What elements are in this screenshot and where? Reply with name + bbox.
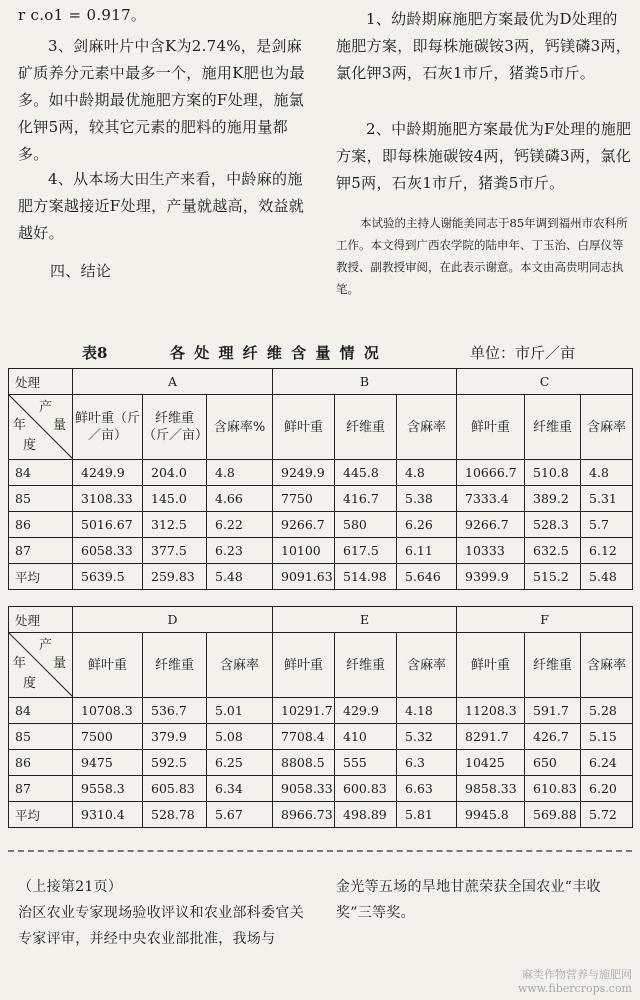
data-cell: 6058.33 bbox=[73, 538, 143, 564]
data-cell: 515.2 bbox=[525, 564, 581, 590]
data-cell: 610.83 bbox=[525, 776, 581, 802]
data-cell: 312.5 bbox=[143, 512, 207, 538]
column-header: 含麻率 bbox=[581, 395, 633, 460]
diag-label-bottom: 度 bbox=[23, 438, 37, 453]
data-cell: 426.7 bbox=[525, 724, 581, 750]
diag-label-left: 年 bbox=[13, 418, 27, 433]
group-header-f: F bbox=[457, 607, 633, 633]
data-cell: 632.5 bbox=[525, 538, 581, 564]
data-cell: 11208.3 bbox=[457, 698, 525, 724]
column-header: 纤维重 bbox=[335, 633, 397, 698]
group-header-b: B bbox=[273, 369, 457, 395]
table-row bbox=[9, 512, 633, 538]
watermark-title: 麻类作物营养与施肥网 bbox=[522, 968, 632, 981]
table-row bbox=[9, 698, 633, 724]
data-cell: 4.8 bbox=[397, 460, 457, 486]
data-cell: 10425 bbox=[457, 750, 525, 776]
diag-label-left: 年 bbox=[13, 656, 27, 671]
group-header-c: C bbox=[457, 369, 633, 395]
data-cell: 600.83 bbox=[335, 776, 397, 802]
footer-right-text: 金光等五场的旱地甘蔗荣获全国农业“丰收奖”三等奖。 bbox=[336, 879, 601, 921]
year-cell: 平均 bbox=[9, 802, 73, 828]
column-header: 纤维重 bbox=[143, 633, 207, 698]
data-cell: 9266.7 bbox=[273, 512, 335, 538]
table-row bbox=[9, 486, 633, 512]
point-4: 4、从本场大田生产来看，中龄麻的施肥方案越接近F处理，产量就越高，效益就越好。 bbox=[18, 170, 305, 242]
data-cell: 259.83 bbox=[143, 564, 207, 590]
column-header: 鲜叶重（斤／亩） bbox=[73, 395, 143, 460]
data-cell: 8291.7 bbox=[457, 724, 525, 750]
data-cell: 5.28 bbox=[581, 698, 633, 724]
data-cell: 510.8 bbox=[525, 460, 581, 486]
data-cell: 10333 bbox=[457, 538, 525, 564]
year-cell: 85 bbox=[9, 724, 73, 750]
data-cell: 204.0 bbox=[143, 460, 207, 486]
data-cell: 389.2 bbox=[525, 486, 581, 512]
data-cell: 10291.7 bbox=[273, 698, 335, 724]
column-header: 纤维重 bbox=[525, 633, 581, 698]
table-row bbox=[9, 564, 633, 590]
data-cell: 580 bbox=[335, 512, 397, 538]
data-cell: 555 bbox=[335, 750, 397, 776]
data-cell: 4.8 bbox=[581, 460, 633, 486]
data-cell: 5.72 bbox=[581, 802, 633, 828]
data-cell: 145.0 bbox=[143, 486, 207, 512]
data-cell: 592.5 bbox=[143, 750, 207, 776]
treatment-header: 处理 bbox=[9, 369, 73, 395]
data-cell: 5.81 bbox=[397, 802, 457, 828]
section-divider bbox=[8, 850, 632, 856]
data-cell: 377.5 bbox=[143, 538, 207, 564]
data-cell: 410 bbox=[335, 724, 397, 750]
data-cell: 379.9 bbox=[143, 724, 207, 750]
table-row bbox=[9, 460, 633, 486]
year-cell: 86 bbox=[9, 750, 73, 776]
table-unit: 单位：市斤／亩 bbox=[470, 344, 576, 362]
watermark-url: www.fibercrops.com bbox=[517, 982, 632, 995]
column-header: 纤维重 bbox=[525, 395, 581, 460]
data-cell: 6.24 bbox=[581, 750, 633, 776]
data-cell: 4.66 bbox=[207, 486, 273, 512]
diagonal-header-cell bbox=[9, 633, 73, 698]
data-cell: 5016.67 bbox=[73, 512, 143, 538]
column-header: 鲜叶重 bbox=[273, 633, 335, 698]
data-cell: 4249.9 bbox=[73, 460, 143, 486]
data-cell: 605.83 bbox=[143, 776, 207, 802]
column-header: 鲜叶重 bbox=[457, 395, 525, 460]
data-cell: 6.22 bbox=[207, 512, 273, 538]
data-cell: 7750 bbox=[273, 486, 335, 512]
data-cell: 5639.5 bbox=[73, 564, 143, 590]
data-cell: 650 bbox=[525, 750, 581, 776]
year-cell: 平均 bbox=[9, 564, 73, 590]
year-cell: 84 bbox=[9, 698, 73, 724]
year-cell: 87 bbox=[9, 776, 73, 802]
data-cell: 6.63 bbox=[397, 776, 457, 802]
group-header-d: D bbox=[73, 607, 273, 633]
data-cell: 445.8 bbox=[335, 460, 397, 486]
data-cell: 5.38 bbox=[397, 486, 457, 512]
column-header: 鲜叶重 bbox=[273, 395, 335, 460]
fiber-table-bottom bbox=[8, 606, 633, 828]
data-cell: 528.3 bbox=[525, 512, 581, 538]
conclusion-2: 2、中龄期施肥方案最优为F处理的施肥方案，即每株施碳铵4两，钙镁磷3两，氯化钾5两，石灰1市斤，猪粪5市斤。 bbox=[336, 120, 632, 192]
data-cell: 8808.5 bbox=[273, 750, 335, 776]
data-cell: 9858.33 bbox=[457, 776, 525, 802]
diag-label-right: 量 bbox=[53, 656, 67, 671]
table-label: 表8 bbox=[82, 344, 108, 362]
diag-label-right: 量 bbox=[53, 418, 67, 433]
data-cell: 6.26 bbox=[397, 512, 457, 538]
data-cell: 7500 bbox=[73, 724, 143, 750]
column-header: 含麻率 bbox=[397, 633, 457, 698]
column-header: 纤维重 bbox=[335, 395, 397, 460]
data-cell: 5.67 bbox=[207, 802, 273, 828]
group-header-e: E bbox=[273, 607, 457, 633]
table-caption bbox=[0, 340, 640, 366]
table-row bbox=[9, 538, 633, 564]
data-cell: 7333.4 bbox=[457, 486, 525, 512]
diag-label-top: 产 bbox=[39, 638, 53, 653]
diag-label-top: 产 bbox=[39, 400, 53, 415]
data-cell: 3108.33 bbox=[73, 486, 143, 512]
data-cell: 7708.4 bbox=[273, 724, 335, 750]
table-row bbox=[9, 802, 633, 828]
table-row bbox=[9, 776, 633, 802]
data-cell: 5.7 bbox=[581, 512, 633, 538]
column-header: 含麻率 bbox=[207, 633, 273, 698]
data-cell: 6.12 bbox=[581, 538, 633, 564]
column-header: 含麻率 bbox=[581, 633, 633, 698]
data-cell: 429.9 bbox=[335, 698, 397, 724]
data-cell: 9310.4 bbox=[73, 802, 143, 828]
data-cell: 9091.63 bbox=[273, 564, 335, 590]
data-cell: 4.18 bbox=[397, 698, 457, 724]
data-cell: 5.08 bbox=[207, 724, 273, 750]
data-cell: 8966.73 bbox=[273, 802, 335, 828]
correlation-formula: r c.o1 = 0.917。 bbox=[18, 6, 147, 24]
data-cell: 617.5 bbox=[335, 538, 397, 564]
data-cell: 5.01 bbox=[207, 698, 273, 724]
diagonal-header-cell bbox=[9, 395, 73, 460]
data-cell: 514.98 bbox=[335, 564, 397, 590]
table-row bbox=[9, 750, 633, 776]
data-cell: 10708.3 bbox=[73, 698, 143, 724]
point-3: 3、剑麻叶片中含K为2.74%，是剑麻矿质养分元素中最多一个，施用K肥也为最多。如中龄期最优施肥方案的F处理，施氯化钾5两，较其它元素的肥料的施用量都多。 bbox=[18, 37, 305, 163]
data-cell: 5.31 bbox=[581, 486, 633, 512]
data-cell: 9266.7 bbox=[457, 512, 525, 538]
data-cell: 528.78 bbox=[143, 802, 207, 828]
section-heading: 四、结论 bbox=[50, 262, 112, 280]
data-cell: 5.15 bbox=[581, 724, 633, 750]
data-cell: 536.7 bbox=[143, 698, 207, 724]
data-cell: 6.25 bbox=[207, 750, 273, 776]
data-cell: 10666.7 bbox=[457, 460, 525, 486]
data-cell: 591.7 bbox=[525, 698, 581, 724]
data-cell: 5.646 bbox=[397, 564, 457, 590]
data-cell: 6.3 bbox=[397, 750, 457, 776]
year-cell: 86 bbox=[9, 512, 73, 538]
year-cell: 87 bbox=[9, 538, 73, 564]
data-cell: 9475 bbox=[73, 750, 143, 776]
table-row bbox=[9, 724, 633, 750]
data-cell: 6.11 bbox=[397, 538, 457, 564]
data-cell: 9945.8 bbox=[457, 802, 525, 828]
conclusion-1: 1、幼龄期麻施肥方案最优为D处理的施肥方案，即每株施碳铵3两，钙镁磷3两，氯化钾3两，石灰1市斤，猪粪5市斤。 bbox=[336, 10, 632, 82]
group-header-a: A bbox=[73, 369, 273, 395]
column-header: 鲜叶重 bbox=[73, 633, 143, 698]
data-cell: 9558.3 bbox=[73, 776, 143, 802]
data-cell: 6.34 bbox=[207, 776, 273, 802]
treatment-header: 处理 bbox=[9, 607, 73, 633]
continuation-note: （上接第21页） bbox=[18, 879, 123, 895]
column-header: 含麻率 bbox=[397, 395, 457, 460]
fiber-table-top bbox=[8, 368, 633, 590]
column-header: 鲜叶重 bbox=[457, 633, 525, 698]
year-cell: 84 bbox=[9, 460, 73, 486]
column-header: 纤维重（斤／亩） bbox=[143, 395, 207, 460]
data-cell: 9399.9 bbox=[457, 564, 525, 590]
data-cell: 498.89 bbox=[335, 802, 397, 828]
data-cell: 5.48 bbox=[581, 564, 633, 590]
column-header: 含麻率% bbox=[207, 395, 273, 460]
footer-left-text: 治区农业专家现场验收评议和农业部科委官关专家评审，并经中央农业部批准，我场与 bbox=[18, 905, 304, 947]
data-cell: 5.32 bbox=[397, 724, 457, 750]
data-cell: 569.88 bbox=[525, 802, 581, 828]
year-cell: 85 bbox=[9, 486, 73, 512]
diag-label-bottom: 度 bbox=[23, 676, 37, 691]
data-cell: 9249.9 bbox=[273, 460, 335, 486]
table-title: 各 处 理 纤 维 含 量 情 况 bbox=[170, 344, 381, 362]
data-cell: 5.48 bbox=[207, 564, 273, 590]
data-cell: 9058.33 bbox=[273, 776, 335, 802]
data-cell: 10100 bbox=[273, 538, 335, 564]
data-cell: 4.8 bbox=[207, 460, 273, 486]
acknowledgment: 本试验的主持人谢能美同志于85年调到福州市农科所工作。本文得到广西农学院的陆申年、丁玉治、白厚仪等教授、副教授审阅，在此表示谢意。本文由高贵明同志执笔。 bbox=[336, 216, 628, 296]
data-cell: 6.20 bbox=[581, 776, 633, 802]
data-cell: 6.23 bbox=[207, 538, 273, 564]
data-cell: 416.7 bbox=[335, 486, 397, 512]
